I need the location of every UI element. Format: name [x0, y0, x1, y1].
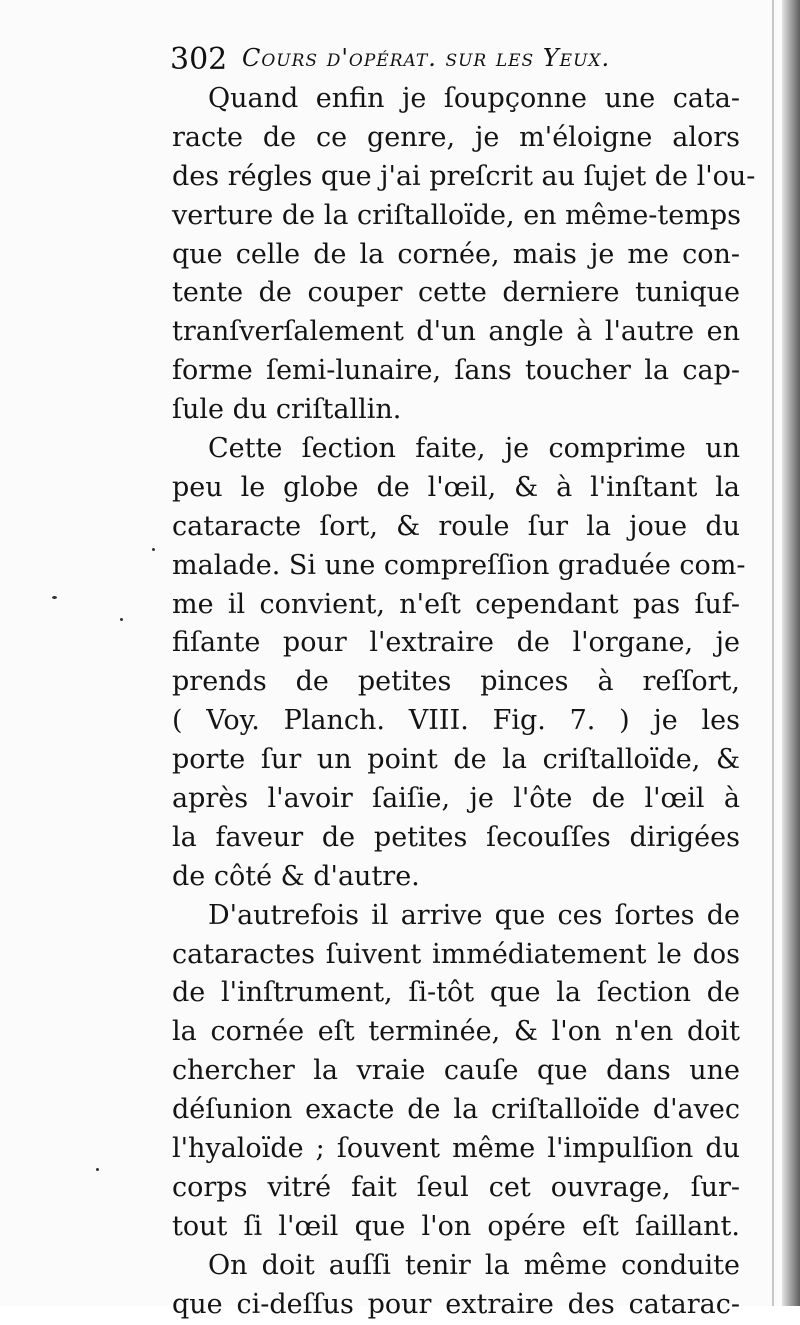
text-line: chercher la vraie cauſe que dans une [172, 1055, 740, 1087]
text-line: forme ſemi-lunaire, ſans toucher la cap- [172, 355, 740, 387]
text-line: déſunion exacte de la criſtalloïde d'avec [172, 1094, 740, 1126]
text-line: cataractes ſuivent immédiatement le dos [172, 938, 740, 970]
text-line: ſule du criſtallin. [172, 394, 402, 426]
ink-speck [52, 596, 57, 599]
text-line: malade. Si une compreſſion graduée com- [172, 549, 746, 581]
body-text [172, 80, 756, 1325]
text-line: Cette ſection faite, je comprime un [208, 433, 740, 465]
page-number: 302 [170, 42, 228, 77]
text-line: des régles que j'ai preſcrit au ſujet de l'ou- [172, 160, 756, 192]
text-line: tente de couper cette derniere tunique [172, 277, 740, 309]
running-title: Cours d'opérat. sur les Yeux. [242, 44, 611, 72]
ink-speck [120, 618, 123, 621]
text-line: peu le globe de l'œil, & à l'inſtant la [172, 471, 740, 503]
text-line: prends de petites pinces à reſſort, [172, 666, 740, 698]
text-line: On doit auſſi tenir la même conduite [208, 1249, 740, 1281]
text-line: l'hyaloïde ; ſouvent même l'impulſion du [172, 1133, 740, 1165]
text-line: que celle de la cornée, mais je me con- [172, 238, 740, 270]
text-line: D'autrefois il arrive que ces ſortes de [208, 899, 740, 931]
page-gutter-line [772, 0, 774, 1306]
text-line: la cornée eſt terminée, & l'on n'en doit [172, 1016, 740, 1048]
text-line: cataracte ſort, & roule ſur la joue du [172, 510, 740, 542]
page-gutter-shadow [782, 0, 800, 1306]
text-line: fiſante pour l'extraire de l'organe, je [172, 627, 740, 659]
running-head [170, 38, 740, 84]
text-line: porte ſur un point de la criſtalloïde, & [172, 744, 740, 776]
text-line: ( Voy. Planch. VIII. Fig. 7. ) je les [172, 705, 740, 737]
text-line: me il convient, n'eſt cependant pas ſuf- [172, 588, 740, 620]
text-line: que ci-deſſus pour extraire des catarac- [172, 1288, 740, 1320]
text-line: de l'inſtrument, ſi-tôt que la ſection de [172, 977, 740, 1009]
text-line: de côté & d'autre. [172, 860, 420, 892]
text-line: tout ſi l'œil que l'on opére eſt ſaillant. [172, 1210, 740, 1242]
text-line: corps vitré fait ſeul cet ouvrage, ſur- [172, 1171, 740, 1203]
text-line: racte de ce genre, je m'éloigne alors [172, 121, 740, 153]
text-line: tranſverſalement d'un angle à l'autre en [172, 316, 740, 348]
ink-speck [152, 548, 155, 551]
text-line: la faveur de petites ſecouſſes dirigées [172, 821, 740, 853]
text-line: après l'avoir ſaiſie, je l'ôte de l'œil à [172, 783, 740, 815]
text-line: verture de la criſtalloïde, en même-temps [172, 199, 742, 231]
text-line: Quand enfin je ſoupçonne une cata- [208, 83, 740, 114]
ink-speck [96, 1168, 99, 1171]
